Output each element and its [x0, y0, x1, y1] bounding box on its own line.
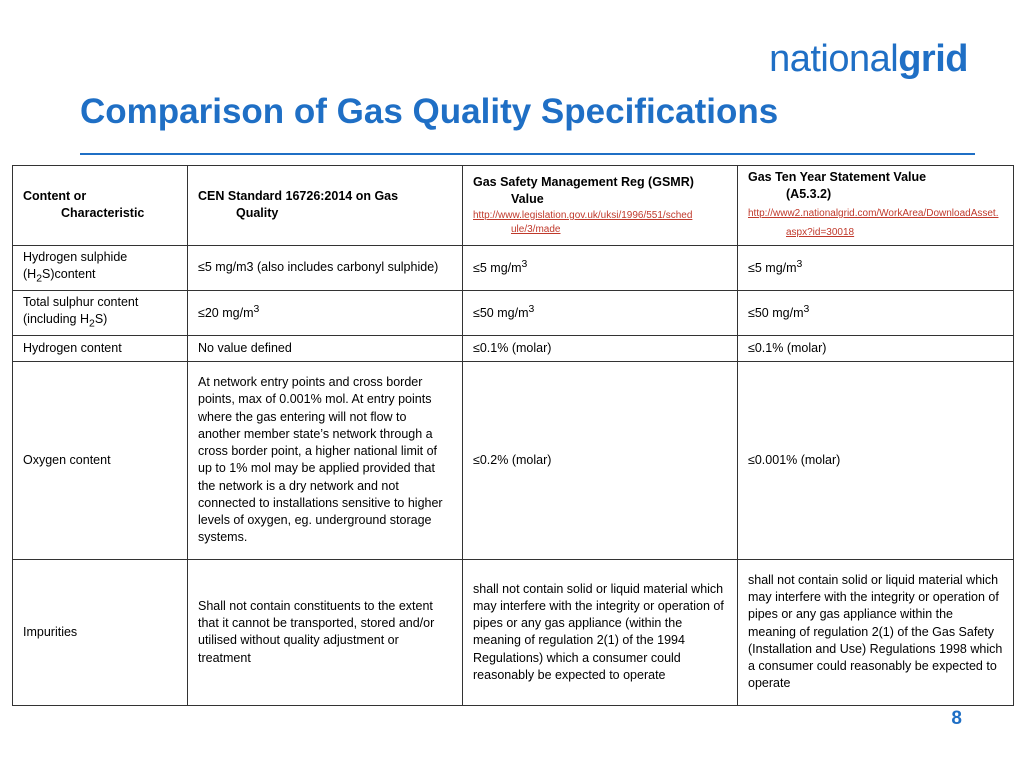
table-row: [13, 559, 1014, 705]
logo-text-bold: grid: [898, 38, 968, 80]
table-row: [13, 335, 1014, 361]
cell-oxygen-cen: At network entry points and cross border points, max of 0.001% mol. At entry points where the gas entering will not flow to another member state’s network through a cross border point, a higher national limit of up to 1% mol may be applied provided that the network is a dry network and not connected to installations sensitive to higher levels of oxygen, eg. underground storage systems.: [188, 361, 463, 559]
cell-sulphur-gtys: ≤50 $mg/m^3$: [738, 290, 1014, 335]
cell-hydrogen-cen: No value defined: [188, 335, 463, 361]
header-gtys: Gas Ten Year Statement Value (A5.3.2) http://www2.nationalgrid.com/WorkArea/DownloadAsset. aspx?id=30018: [738, 166, 1014, 246]
cell-hydrogen-gsmr: ≤0.1% (molar): [463, 335, 738, 361]
row-label-h2s: Hydrogen sulphide $(H_2S)content$: [13, 245, 188, 290]
gas-quality-table: [12, 165, 1014, 706]
cell-sulphur-cen: ≤20 $mg/m^3$: [188, 290, 463, 335]
header-cen: CEN Standard 16726:2014 on Gas Quality: [188, 166, 463, 246]
cell-h2s-gsmr: ≤5 $mg/m^3$: [463, 245, 738, 290]
cell-oxygen-gtys: ≤0.001% (molar): [738, 361, 1014, 559]
logo-text-light: national: [769, 38, 899, 80]
cell-hydrogen-gtys: ≤0.1% (molar): [738, 335, 1014, 361]
title-divider: [80, 153, 975, 155]
table-row: [13, 245, 1014, 290]
row-label-impurities: Impurities: [13, 559, 188, 705]
table-row: [13, 290, 1014, 335]
row-label-sulphur: Total sulphur content (including $H_2S$): [13, 290, 188, 335]
nationalgrid-logo: [769, 40, 968, 78]
header-gsmr: Gas Safety Management Reg (GSMR) Value http://www.legislation.gov.uk/uksi/1996/551/sched ule/3/made: [463, 166, 738, 246]
cell-sulphur-gsmr: ≤50 $mg/m^3$: [463, 290, 738, 335]
cell-h2s-gtys: ≤5 $mg/m^3$: [738, 245, 1014, 290]
cell-h2s-cen: ≤5 mg/m3 (also includes carbonyl sulphide): [188, 245, 463, 290]
page-number: 8: [951, 708, 962, 729]
page-title: Comparison of Gas Quality Specifications: [80, 92, 779, 131]
cell-impurities-gtys: shall not contain solid or liquid material which may interfere with the integrity or operation of pipes or any gas appliance within the meaning of regulation 2(1) of the Gas Safety (Installation and Use) Regulations 1998 which a consumer could reasonably be expected to operate: [738, 559, 1014, 705]
cell-impurities-gsmr: shall not contain solid or liquid material which may interfere with the integrity or operation of pipes or any gas appliance (within the meaning of regulation 2(1) of the 1994 Regulations) which a consumer could reasonably be expected to operate: [463, 559, 738, 705]
header-content: Content or Characteristic: [13, 166, 188, 246]
gsmr-link[interactable]: http://www.legislation.gov.uk/uksi/1996/551/sched ule/3/made: [473, 209, 693, 235]
table-row: [13, 361, 1014, 559]
cell-impurities-cen: Shall not contain constituents to the extent that it cannot be transported, stored and/or utilised without quality adjustment or treatment: [188, 559, 463, 705]
gtys-link[interactable]: http://www2.nationalgrid.com/WorkArea/DownloadAsset. aspx?id=30018: [748, 207, 999, 238]
cell-oxygen-gsmr: ≤0.2% (molar): [463, 361, 738, 559]
table-header-row: [13, 166, 1014, 246]
row-label-oxygen: Oxygen content: [13, 361, 188, 559]
row-label-hydrogen: Hydrogen content: [13, 335, 188, 361]
